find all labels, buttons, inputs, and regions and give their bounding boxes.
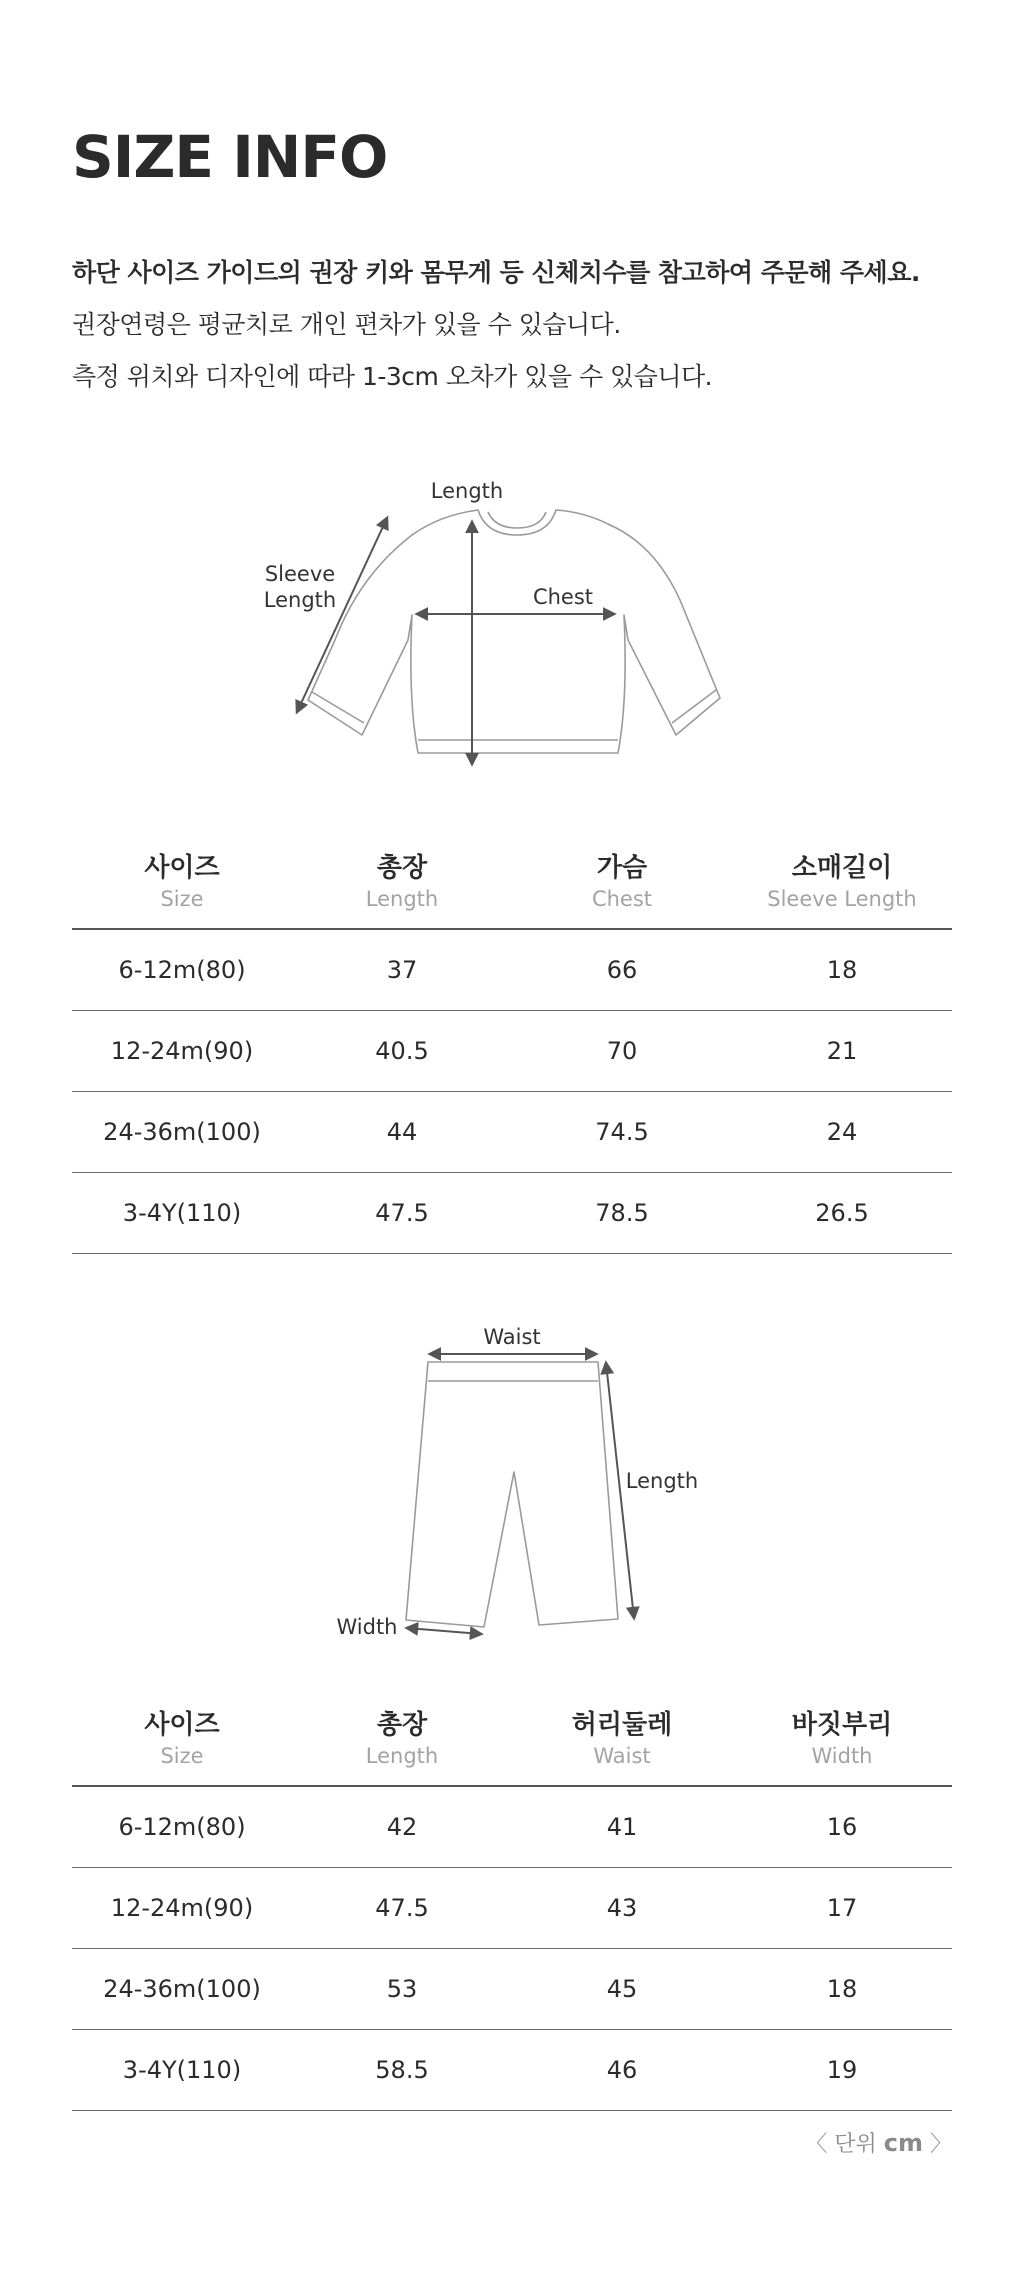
table-row xyxy=(72,1092,952,1173)
cell-size: 24-36m(100) xyxy=(72,1949,292,2030)
bottom-size-table xyxy=(72,1693,952,2111)
unit-suffix: 〉 xyxy=(923,2132,952,2157)
label-sleeve-line1: Sleeve xyxy=(264,562,336,586)
header-length: 총장 Length xyxy=(292,1693,512,1786)
header-waist: 허리둘레 Waist xyxy=(512,1693,732,1786)
top-garment-diagram xyxy=(0,460,1024,780)
table-row xyxy=(72,1786,952,1868)
cell-chest: 74.5 xyxy=(512,1092,732,1173)
unit-value: cm xyxy=(883,2129,923,2157)
cell-sleeve: 24 xyxy=(732,1092,952,1173)
cell-waist: 45 xyxy=(512,1949,732,2030)
cell-size: 6-12m(80) xyxy=(72,1786,292,1868)
header-size: 사이즈 Size xyxy=(72,1693,292,1786)
header-length: 총장 Length xyxy=(292,836,512,929)
header-size: 사이즈 Size xyxy=(72,836,292,929)
header-sleeve-length: 소매길이 Sleeve Length xyxy=(732,836,952,929)
cell-size: 3-4Y(110) xyxy=(72,1173,292,1254)
pants-diagram xyxy=(0,1315,1024,1655)
cell-width: 16 xyxy=(732,1786,952,1868)
cell-length: 44 xyxy=(292,1092,512,1173)
note-age: 권장연령은 평균치로 개인 편차가 있을 수 있습니다. xyxy=(72,310,621,339)
header-hem-width: 바짓부리 Width xyxy=(732,1693,952,1786)
cell-waist: 41 xyxy=(512,1786,732,1868)
cell-size: 24-36m(100) xyxy=(72,1092,292,1173)
label-sleeve-line2: Length xyxy=(263,588,337,612)
cell-sleeve: 21 xyxy=(732,1011,952,1092)
cell-width: 18 xyxy=(732,1949,952,2030)
cell-sleeve: 18 xyxy=(732,929,952,1011)
unit-prefix: 〈 단위 xyxy=(805,2132,884,2157)
label-waist: Waist xyxy=(483,1325,541,1349)
cell-length: 42 xyxy=(292,1786,512,1868)
cell-length: 53 xyxy=(292,1949,512,2030)
cell-size: 3-4Y(110) xyxy=(72,2030,292,2111)
cell-length: 58.5 xyxy=(292,2030,512,2111)
cell-size: 6-12m(80) xyxy=(72,929,292,1011)
label-pants-length: Length xyxy=(625,1469,699,1493)
cell-length: 47.5 xyxy=(292,1173,512,1254)
table-row xyxy=(72,1011,952,1092)
header-chest: 가슴 Chest xyxy=(512,836,732,929)
cell-chest: 66 xyxy=(512,929,732,1011)
cell-size: 12-24m(90) xyxy=(72,1011,292,1092)
table-header-row xyxy=(72,1693,952,1786)
cell-chest: 70 xyxy=(512,1011,732,1092)
label-length: Length xyxy=(430,479,504,503)
cell-length: 40.5 xyxy=(292,1011,512,1092)
top-size-table xyxy=(72,836,952,1254)
cell-waist: 46 xyxy=(512,2030,732,2111)
note-tolerance: 측정 위치와 디자인에 따라 1-3cm 오차가 있을 수 있습니다. xyxy=(72,362,713,391)
table-row xyxy=(72,1173,952,1254)
page-title: SIZE INFO xyxy=(72,123,388,191)
table-row xyxy=(72,929,952,1011)
table-row xyxy=(72,1868,952,1949)
note-ordering: 하단 사이즈 가이드의 권장 키와 몸무게 등 신체치수를 참고하여 주문해 주세요. xyxy=(72,258,920,287)
label-chest: Chest xyxy=(532,585,594,609)
size-notes xyxy=(72,258,972,414)
cell-length: 37 xyxy=(292,929,512,1011)
cell-waist: 43 xyxy=(512,1868,732,1949)
cell-size: 12-24m(90) xyxy=(72,1868,292,1949)
cell-length: 47.5 xyxy=(292,1868,512,1949)
table-row xyxy=(72,2030,952,2111)
cell-width: 19 xyxy=(732,2030,952,2111)
table-row xyxy=(72,1949,952,2030)
label-width: Width xyxy=(336,1615,398,1639)
table-header-row xyxy=(72,836,952,929)
unit-note xyxy=(805,2127,952,2158)
cell-sleeve: 26.5 xyxy=(732,1173,952,1254)
cell-width: 17 xyxy=(732,1868,952,1949)
cell-chest: 78.5 xyxy=(512,1173,732,1254)
